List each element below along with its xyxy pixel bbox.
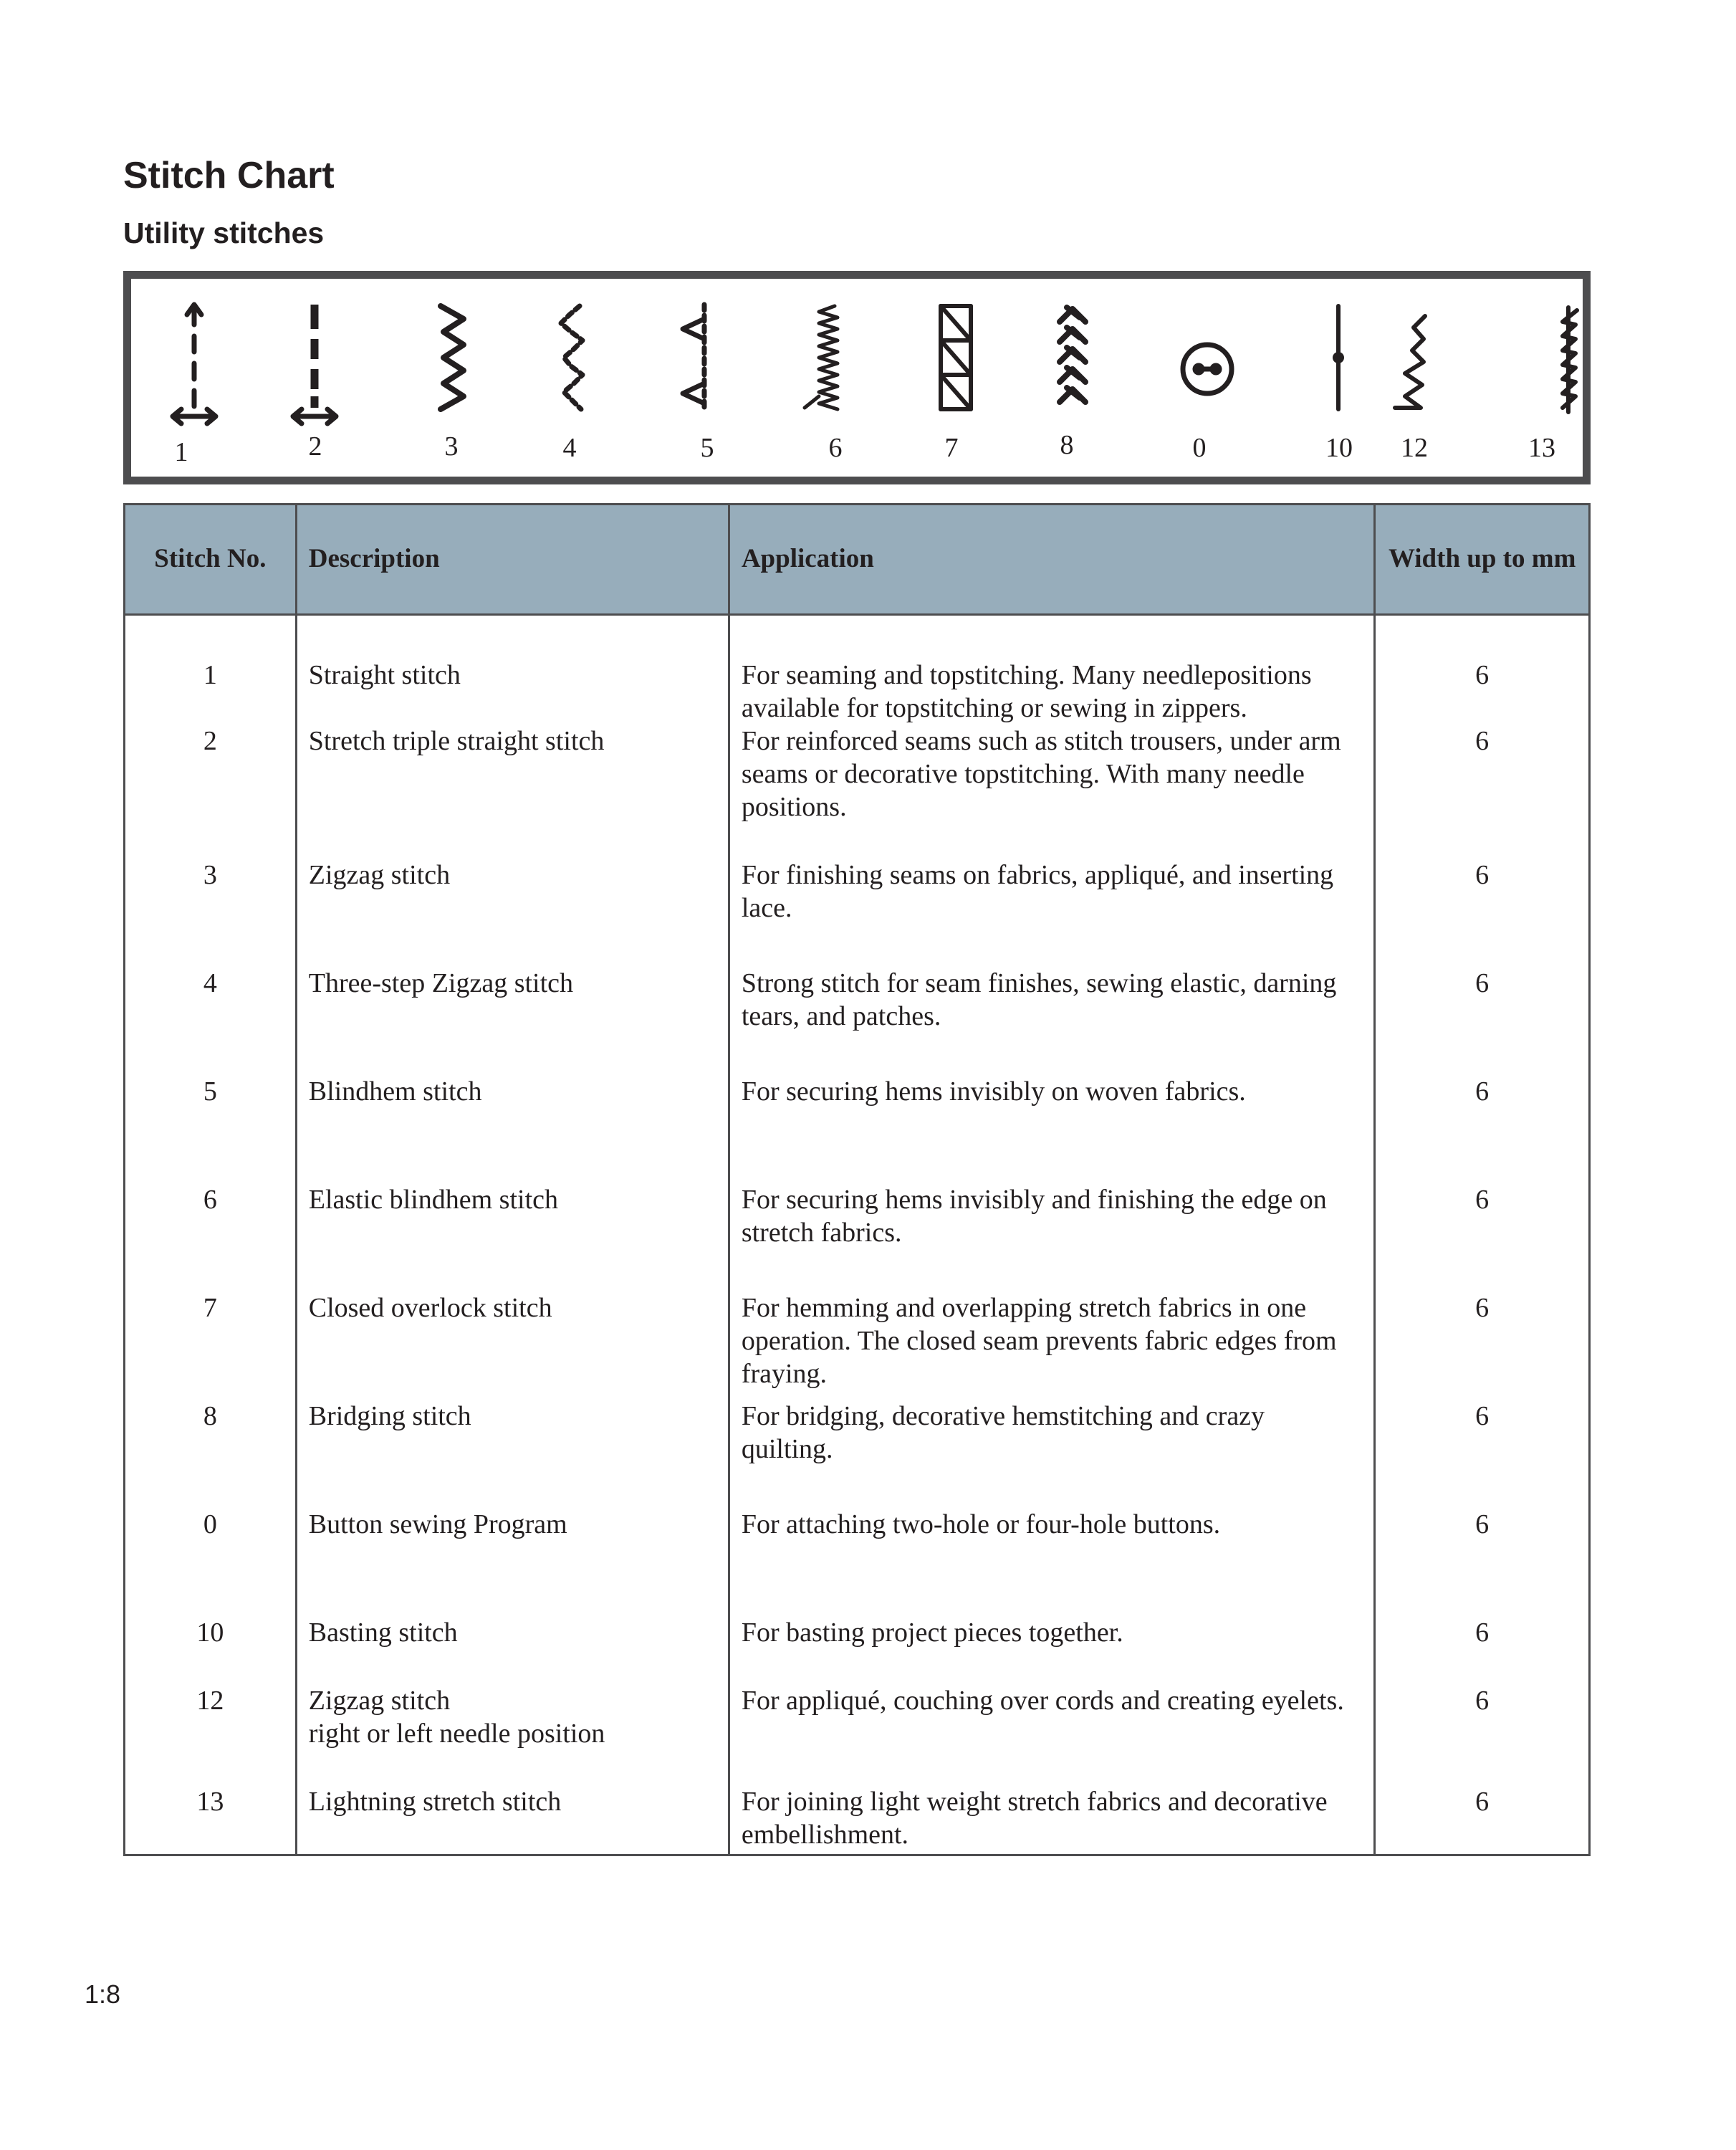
table-row — [125, 1075, 1590, 1183]
table-row — [125, 1684, 1590, 1785]
cell-width: 6 — [1375, 967, 1590, 1075]
cell-width: 6 — [1375, 859, 1590, 967]
table-row — [125, 1616, 1590, 1684]
zigzag-stitch-icon — [441, 306, 464, 409]
cell-width: 6 — [1375, 1291, 1590, 1400]
table-row — [125, 1400, 1590, 1508]
cell-description: Zigzag stitch — [296, 859, 729, 967]
cell-application: For securing hems invisibly and finishing the edge on stretch fabrics. — [729, 1183, 1375, 1291]
cell-width: 6 — [1375, 1183, 1590, 1291]
table-row — [125, 859, 1590, 967]
cell-description: Three-step Zigzag stitch — [296, 967, 729, 1075]
cell-application: For basting project pieces together. — [729, 1616, 1375, 1684]
button-sewing-icon — [1183, 345, 1232, 393]
header-description: Description — [296, 505, 729, 615]
three-step-zigzag-icon — [561, 306, 582, 409]
table-row — [125, 1291, 1590, 1400]
stitch-number: 0 — [1192, 433, 1207, 463]
cell-stitch-no: 0 — [125, 1508, 297, 1616]
stitch-number: 4 — [562, 433, 577, 463]
cell-description: Stretch triple straight stitch — [296, 725, 729, 859]
cell-stitch-no: 8 — [125, 1400, 297, 1508]
cell-application: For bridging, decorative hemstitching and crazy quilting. — [729, 1400, 1375, 1508]
elastic-blindhem-icon — [805, 306, 838, 409]
cell-description: Bridging stitch — [296, 1400, 729, 1508]
stitch-strip — [123, 271, 1591, 484]
cell-description: Straight stitch — [296, 615, 729, 725]
cell-description: Elastic blindhem stitch — [296, 1183, 729, 1291]
stitch-number: 5 — [700, 433, 714, 463]
straight-stitch-icon — [173, 305, 216, 424]
table-row — [125, 725, 1590, 859]
table-row — [125, 967, 1590, 1075]
cell-width: 6 — [1375, 725, 1590, 859]
table-row — [125, 1508, 1590, 1616]
blindhem-stitch-icon — [683, 305, 704, 409]
cell-width: 6 — [1375, 1508, 1590, 1616]
cell-description: Button sewing Program — [296, 1508, 729, 1616]
table-header-row — [125, 505, 1590, 615]
stitch-number: 13 — [1528, 433, 1555, 463]
stitch-number: 7 — [944, 433, 959, 463]
cell-description: Closed overlock stitch — [296, 1291, 729, 1400]
bridging-stitch-icon — [1060, 307, 1085, 402]
cell-description: Lightning stretch stitch — [296, 1785, 729, 1855]
cell-stitch-no: 12 — [125, 1684, 297, 1785]
stitch-number: 3 — [444, 431, 459, 462]
stitch-number: 8 — [1060, 430, 1074, 460]
cell-width: 6 — [1375, 1075, 1590, 1183]
cell-application: For attaching two-hole or four-hole buttons. — [729, 1508, 1375, 1616]
cell-application: For reinforced seams such as stitch trousers, under arm seams or decorative topstitching. With many needle positions. — [729, 725, 1375, 859]
triple-straight-arrows — [293, 409, 336, 424]
cell-width: 6 — [1375, 1785, 1590, 1855]
header-application: Application — [729, 505, 1375, 615]
stitch-number: 6 — [828, 433, 843, 463]
cell-stitch-no: 7 — [125, 1291, 297, 1400]
section-subtitle: Utility stitches — [123, 216, 325, 249]
lightning-stretch-icon — [1563, 307, 1577, 412]
cell-stitch-no: 4 — [125, 967, 297, 1075]
cell-application: For joining light weight stretch fabrics and decorative embellishment. — [729, 1785, 1375, 1855]
cell-application: For hemming and overlapping stretch fabrics in one operation. The closed seam prevents fabric edges from fraying. — [729, 1291, 1375, 1400]
table-row — [125, 615, 1590, 725]
cell-stitch-no: 3 — [125, 859, 297, 967]
header-width: Width up to mm — [1375, 505, 1590, 615]
cell-application: Strong stitch for seam finishes, sewing elastic, darning tears, and patches. — [729, 967, 1375, 1075]
cell-application: For seaming and topstitching. Many needlepositions available for topstitching or sewing in zippers. — [729, 615, 1375, 725]
cell-width: 6 — [1375, 1616, 1590, 1684]
stitch-number: 1 — [174, 437, 188, 467]
cell-application: For finishing seams on fabrics, appliqué, and inserting lace. — [729, 859, 1375, 967]
basting-stitch-icon — [1335, 306, 1342, 409]
stitch-table — [123, 503, 1591, 1856]
cell-stitch-no: 10 — [125, 1616, 297, 1684]
cell-width: 6 — [1375, 1400, 1590, 1508]
table-row — [125, 1183, 1590, 1291]
cell-description: Blindhem stitch — [296, 1075, 729, 1183]
zigzag-needle-position-icon — [1395, 316, 1425, 408]
cell-description: Basting stitch — [296, 1616, 729, 1684]
cell-stitch-no: 2 — [125, 725, 297, 859]
cell-stitch-no: 13 — [125, 1785, 297, 1855]
stitch-number: 10 — [1325, 433, 1353, 463]
closed-overlock-icon — [941, 306, 971, 409]
stitch-strip-graphics — [131, 279, 1583, 477]
cell-stitch-no: 5 — [125, 1075, 297, 1183]
header-stitch-no: Stitch No. — [125, 505, 297, 615]
cell-stitch-no: 6 — [125, 1183, 297, 1291]
stitch-number: 2 — [308, 431, 322, 462]
cell-width: 6 — [1375, 615, 1590, 725]
stitch-number: 12 — [1401, 433, 1428, 463]
page-title: Stitch Chart — [123, 155, 335, 196]
cell-application: For appliqué, couching over cords and creating eyelets. — [729, 1684, 1375, 1785]
cell-width: 6 — [1375, 1684, 1590, 1785]
cell-stitch-no: 1 — [125, 615, 297, 725]
cell-description: Zigzag stitch right or left needle position — [296, 1684, 729, 1785]
cell-application: For securing hems invisibly on woven fabrics. — [729, 1075, 1375, 1183]
page-number: 1:8 — [85, 1979, 121, 2009]
table-row — [125, 1785, 1590, 1855]
